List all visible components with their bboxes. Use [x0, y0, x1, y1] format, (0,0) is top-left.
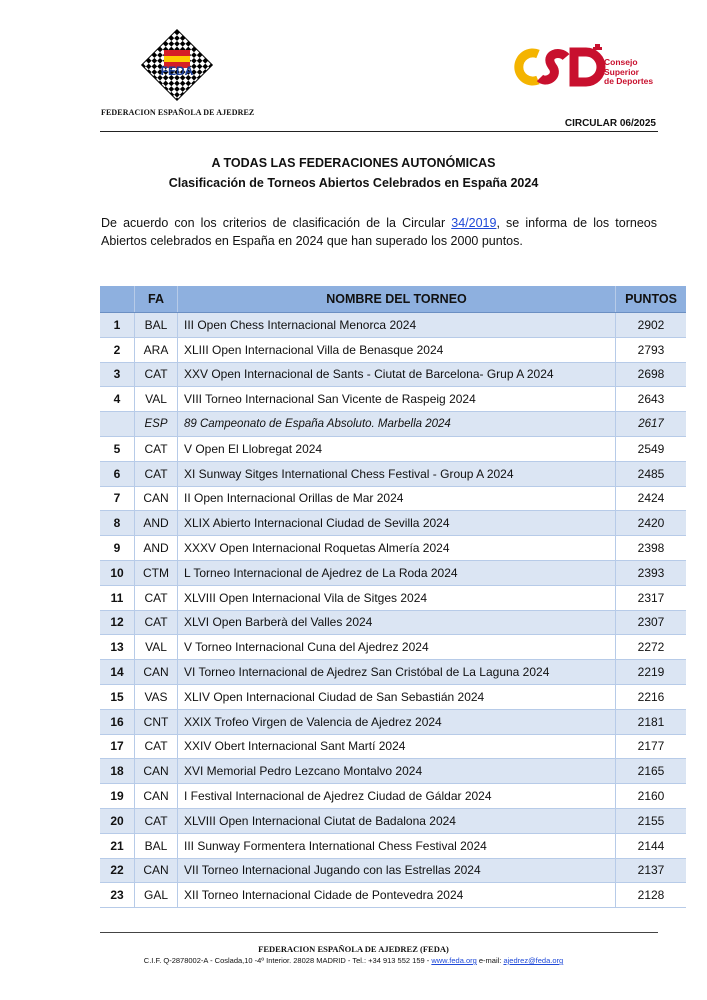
row-tournament-name: XLVIII Open Internacional Vila de Sitges 2024 — [178, 585, 616, 610]
table-row — [100, 784, 686, 809]
row-tournament-name: XXIX Trofeo Virgen de Valencia de Ajedrez 2024 — [178, 709, 616, 734]
row-tournament-name: III Sunway Formentera International Chess Festival 2024 — [178, 833, 616, 858]
table-row — [100, 560, 686, 585]
row-points: 2144 — [616, 833, 687, 858]
csd-line: Consejo — [604, 57, 638, 67]
table-row — [100, 511, 686, 536]
row-points: 2137 — [616, 858, 687, 883]
row-points: 2420 — [616, 511, 687, 536]
row-tournament-name: VII Torneo Internacional Jugando con las Estrellas 2024 — [178, 858, 616, 883]
footer-contact — [0, 956, 707, 965]
row-points: 2902 — [616, 313, 687, 338]
table-row — [100, 734, 686, 759]
row-rank: 10 — [100, 560, 135, 585]
row-points: 2177 — [616, 734, 687, 759]
table-row — [100, 709, 686, 734]
row-federation: CAT — [135, 436, 178, 461]
row-federation: CAT — [135, 461, 178, 486]
col-points-header: PUNTOS — [616, 286, 687, 313]
intro-text-start: De acuerdo con los criterios de clasificación de la Circular — [101, 216, 452, 230]
row-points: 2398 — [616, 536, 687, 561]
row-tournament-name: XXV Open Internacional de Sants - Ciutat de Barcelona- Grup A 2024 — [178, 362, 616, 387]
footer-rule — [100, 932, 658, 933]
table-row — [100, 684, 686, 709]
svg-text:FEDA: FEDA — [160, 64, 194, 78]
row-federation: BAL — [135, 313, 178, 338]
row-rank: 5 — [100, 436, 135, 461]
row-rank: 9 — [100, 536, 135, 561]
row-tournament-name: VI Torneo Internacional de Ajedrez San Cristóbal de La Laguna 2024 — [178, 660, 616, 685]
row-rank: 13 — [100, 635, 135, 660]
row-federation: CTM — [135, 560, 178, 585]
row-tournament-name: III Open Chess Internacional Menorca 2024 — [178, 313, 616, 338]
row-federation: VAS — [135, 684, 178, 709]
row-federation: CAN — [135, 759, 178, 784]
row-rank: 16 — [100, 709, 135, 734]
row-points: 2317 — [616, 585, 687, 610]
row-rank: 3 — [100, 362, 135, 387]
col-fa-header: FA — [135, 286, 178, 313]
row-federation: VAL — [135, 635, 178, 660]
row-tournament-name: I Festival Internacional de Ajedrez Ciudad de Gáldar 2024 — [178, 784, 616, 809]
col-num-header — [100, 286, 135, 313]
csd-logo — [508, 44, 606, 90]
row-points: 2549 — [616, 436, 687, 461]
row-points: 2272 — [616, 635, 687, 660]
table-header-row — [100, 286, 686, 313]
row-rank: 11 — [100, 585, 135, 610]
row-federation: CNT — [135, 709, 178, 734]
table-row — [100, 387, 686, 412]
row-points: 2155 — [616, 808, 687, 833]
csd-text — [604, 58, 653, 87]
row-points: 2160 — [616, 784, 687, 809]
title-line-2: Clasificación de Torneos Abiertos Celebrados en España 2024 — [168, 176, 539, 190]
row-rank: 23 — [100, 883, 135, 908]
table-row — [100, 635, 686, 660]
intro-text-end: , se informa de los torneos Abiertos celebrados en España en 2024 que han superado los 2000 puntos. — [101, 216, 657, 248]
row-federation: CAT — [135, 610, 178, 635]
row-tournament-name: XLIV Open Internacional Ciudad de San Sebastián 2024 — [178, 684, 616, 709]
table-row — [100, 313, 686, 338]
row-tournament-name: XLVI Open Barberà del Valles 2024 — [178, 610, 616, 635]
row-points: 2617 — [616, 412, 687, 437]
table-body — [100, 313, 686, 908]
row-points: 2165 — [616, 759, 687, 784]
org-name: FEDERACION ESPAÑOLA DE AJEDREZ — [101, 108, 255, 117]
row-federation: AND — [135, 536, 178, 561]
circular-link[interactable]: 34/2019 — [451, 216, 497, 230]
row-rank: 4 — [100, 387, 135, 412]
row-tournament-name: XLVIII Open Internacional Ciutat de Badalona 2024 — [178, 808, 616, 833]
row-federation: CAN — [135, 858, 178, 883]
table-row — [100, 536, 686, 561]
table-row — [100, 362, 686, 387]
table-row — [100, 461, 686, 486]
row-tournament-name: L Torneo Internacional de Ajedrez de La Roda 2024 — [178, 560, 616, 585]
row-points: 2128 — [616, 883, 687, 908]
table-row — [100, 660, 686, 685]
row-federation: GAL — [135, 883, 178, 908]
row-points: 2643 — [616, 387, 687, 412]
table-row — [100, 610, 686, 635]
row-rank: 22 — [100, 858, 135, 883]
row-rank: 7 — [100, 486, 135, 511]
intro-paragraph — [101, 214, 657, 250]
table-row — [100, 759, 686, 784]
row-rank: 6 — [100, 461, 135, 486]
row-points: 2393 — [616, 560, 687, 585]
feda-logo — [140, 28, 214, 102]
row-rank: 20 — [100, 808, 135, 833]
table-row — [100, 486, 686, 511]
title-line-1: A TODAS LAS FEDERACIONES AUTONÓMICAS — [211, 156, 496, 170]
row-tournament-name: V Open El Llobregat 2024 — [178, 436, 616, 461]
row-tournament-name: XLIII Open Internacional Villa de Benasque 2024 — [178, 337, 616, 362]
footer-email-link[interactable]: ajedrez@feda.org — [503, 956, 564, 965]
csd-line: Superior — [604, 66, 639, 77]
row-federation: ESP — [135, 412, 178, 437]
row-tournament-name: II Open Internacional Orillas de Mar 2024 — [178, 486, 616, 511]
row-federation: ARA — [135, 337, 178, 362]
row-federation: CAN — [135, 784, 178, 809]
row-federation: BAL — [135, 833, 178, 858]
row-federation: AND — [135, 511, 178, 536]
table-row — [100, 883, 686, 908]
row-rank — [100, 412, 135, 437]
footer-email-label: e-mail: — [476, 956, 504, 965]
row-rank: 21 — [100, 833, 135, 858]
table-row — [100, 337, 686, 362]
row-tournament-name: 89 Campeonato de España Absoluto. Marbella 2024 — [178, 412, 616, 437]
row-rank: 15 — [100, 684, 135, 709]
table-row — [100, 412, 686, 437]
row-tournament-name: XII Torneo Internacional Cidade de Pontevedra 2024 — [178, 883, 616, 908]
row-rank: 18 — [100, 759, 135, 784]
circular-number: CIRCULAR 06/2025 — [564, 118, 656, 129]
row-federation: CAN — [135, 660, 178, 685]
tournament-table — [100, 286, 686, 908]
row-federation: CAT — [135, 362, 178, 387]
row-tournament-name: VIII Torneo Internacional San Vicente de Raspeig 2024 — [178, 387, 616, 412]
footer-address: C.I.F. Q-2878002-A - Coslada,10 -4º Interior. 28028 MADRID - Tel.: +34 913 552 159 - — [143, 956, 432, 965]
row-tournament-name: XI Sunway Sitges International Chess Festival - Group A 2024 — [178, 461, 616, 486]
row-rank: 1 — [100, 313, 135, 338]
row-tournament-name: XXIV Obert Internacional Sant Martí 2024 — [178, 734, 616, 759]
row-tournament-name: XXXV Open Internacional Roquetas Almería 2024 — [178, 536, 616, 561]
row-rank: 12 — [100, 610, 135, 635]
row-points: 2181 — [616, 709, 687, 734]
footer-web-link[interactable]: www.feda.org — [431, 956, 477, 965]
csd-line: de Deportes — [604, 76, 654, 86]
row-federation: CAT — [135, 585, 178, 610]
row-points: 2219 — [616, 660, 687, 685]
table-row — [100, 436, 686, 461]
row-rank: 8 — [100, 511, 135, 536]
row-federation: CAT — [135, 734, 178, 759]
row-rank: 17 — [100, 734, 135, 759]
row-tournament-name: XLIX Abierto Internacional Ciudad de Sevilla 2024 — [178, 511, 616, 536]
row-tournament-name: V Torneo Internacional Cuna del Ajedrez 2024 — [178, 635, 616, 660]
table-row — [100, 585, 686, 610]
row-rank: 14 — [100, 660, 135, 685]
table-row — [100, 833, 686, 858]
row-points: 2698 — [616, 362, 687, 387]
row-points: 2307 — [616, 610, 687, 635]
row-points: 2485 — [616, 461, 687, 486]
row-points: 2216 — [616, 684, 687, 709]
col-name-header: NOMBRE DEL TORNEO — [178, 286, 616, 313]
table-row — [100, 808, 686, 833]
header-rule — [100, 131, 658, 132]
row-federation: CAN — [135, 486, 178, 511]
footer-org: FEDERACION ESPAÑOLA DE AJEDREZ (FEDA) — [258, 944, 449, 954]
row-rank: 19 — [100, 784, 135, 809]
row-tournament-name: XVI Memorial Pedro Lezcano Montalvo 2024 — [178, 759, 616, 784]
table-row — [100, 858, 686, 883]
row-federation: VAL — [135, 387, 178, 412]
row-points: 2793 — [616, 337, 687, 362]
row-points: 2424 — [616, 486, 687, 511]
row-federation: CAT — [135, 808, 178, 833]
row-rank: 2 — [100, 337, 135, 362]
